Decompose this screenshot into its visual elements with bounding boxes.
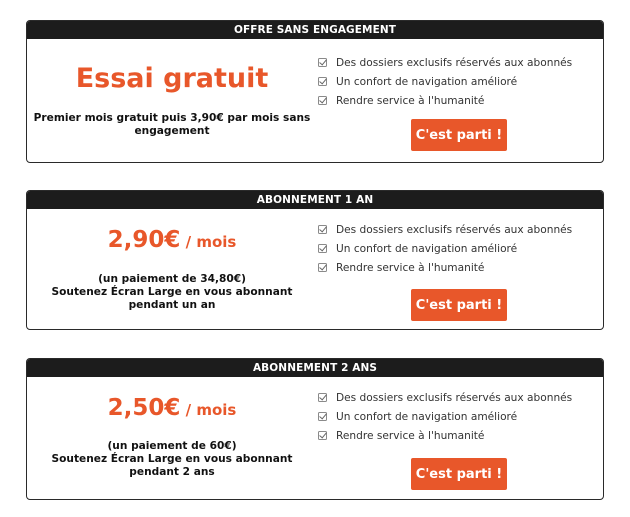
price-unit: / mois: [180, 401, 237, 419]
feature-item: Un confort de navigation amélioré: [318, 243, 517, 257]
offer-header: OFFRE SANS ENGAGEMENT: [27, 21, 603, 39]
checkbox-checked-icon: [318, 263, 327, 272]
checkbox-checked-icon: [318, 244, 327, 253]
offer-summary: [27, 395, 317, 421]
checkbox-checked-icon: [318, 96, 327, 105]
price-unit: / mois: [180, 233, 237, 251]
offer-price: 2,50€ / mois: [107, 395, 237, 421]
offer-description: [27, 440, 317, 479]
description-line: Soutenez Écran Large en vous abonnant: [51, 453, 293, 465]
feature-item: Des dossiers exclusifs réservés aux abonnés: [318, 57, 572, 71]
subscribe-button[interactable]: C'est parti !: [411, 119, 507, 151]
offer-description: [27, 112, 317, 138]
checkbox-checked-icon: [318, 393, 327, 402]
feature-item: Des dossiers exclusifs réservés aux abonnés: [318, 392, 572, 406]
description-line: Soutenez Écran Large en vous abonnant: [51, 286, 293, 298]
feature-item: Un confort de navigation amélioré: [318, 411, 517, 425]
offer-description: [27, 273, 317, 312]
offer-header: ABONNEMENT 1 AN: [27, 191, 603, 209]
feature-item: Rendre service à l'humanité: [318, 262, 484, 276]
checkbox-checked-icon: [318, 412, 327, 421]
description-line: (un paiement de 60€): [107, 440, 237, 452]
offer-card-1-year: [26, 190, 604, 330]
checkbox-checked-icon: [318, 225, 327, 234]
offer-card-2-years: [26, 358, 604, 500]
subscribe-button[interactable]: C'est parti !: [411, 458, 507, 490]
feature-item: Rendre service à l'humanité: [318, 430, 484, 444]
offer-card-free-trial: [26, 20, 604, 163]
checkbox-checked-icon: [318, 58, 327, 67]
description-line: pendant un an: [128, 299, 216, 311]
checkbox-checked-icon: [318, 431, 327, 440]
feature-item: Des dossiers exclusifs réservés aux abonnés: [318, 224, 572, 238]
subscribe-button[interactable]: C'est parti !: [411, 289, 507, 321]
checkbox-checked-icon: [318, 77, 327, 86]
description-line: pendant 2 ans: [129, 466, 215, 478]
offer-summary: [27, 227, 317, 253]
offer-price: 2,90€ / mois: [107, 227, 237, 253]
feature-item: Un confort de navigation amélioré: [318, 76, 517, 90]
description-line: Premier mois gratuit puis 3,90€ par mois sans: [33, 112, 311, 124]
description-line: (un paiement de 34,80€): [98, 273, 246, 285]
offer-headline: Essai gratuit: [75, 63, 269, 94]
description-line: engagement: [134, 125, 210, 137]
offer-summary: [27, 63, 317, 94]
feature-item: Rendre service à l'humanité: [318, 95, 484, 109]
offer-header: ABONNEMENT 2 ANS: [27, 359, 603, 377]
